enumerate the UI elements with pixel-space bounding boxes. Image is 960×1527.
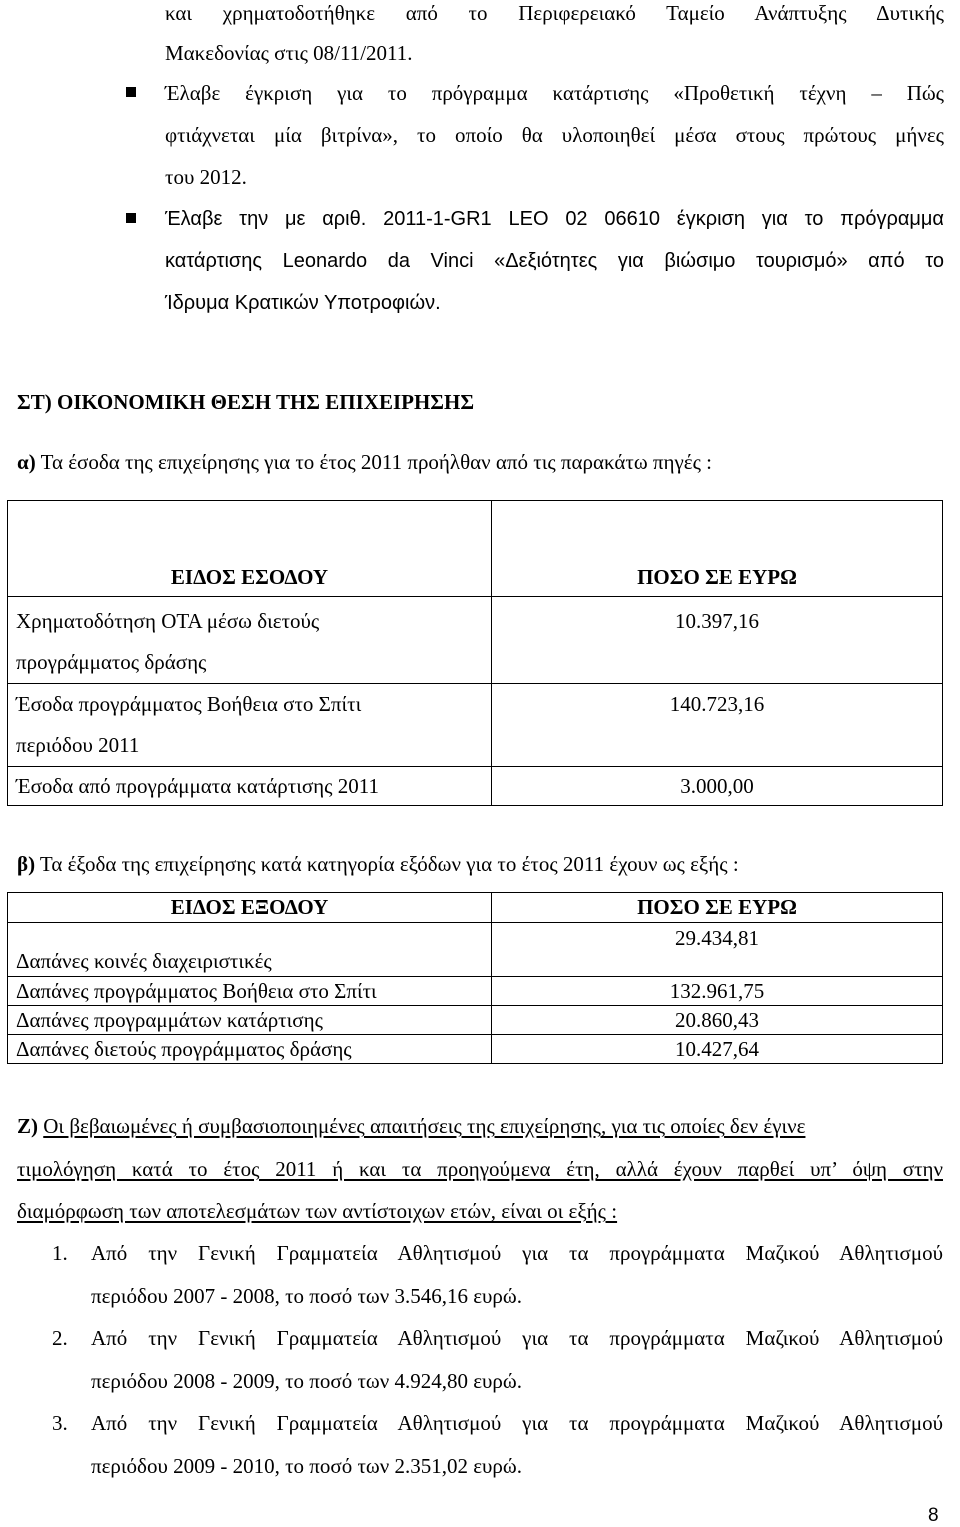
bullet-line: φτιάχνεται μία βιτρίνα», το οποίο θα υλοποιηθεί μέσα στους πρώτους μήνες — [165, 123, 944, 147]
intro-text: Τα έσοδα της επιχείρησης για το έτος 2011 προήλθαν από τις παρακάτω πηγές : — [35, 450, 712, 474]
paragraph-line: Μακεδονίας στις 08/11/2011. — [165, 41, 413, 65]
item-line: Από την Γενική Γραμματεία Αθλητισμού για τα προγράμματα Μαζικού Αθλητισμού — [91, 1326, 943, 1350]
bullet-line: Έλαβε την με αριθ. 2011-1-GR1 LEO 02 06610 έγκριση για το πρόγραμμα — [165, 208, 944, 230]
income-amount: 140.723,16 — [492, 684, 943, 767]
item-number: 2. — [52, 1326, 68, 1350]
expense-table — [7, 892, 943, 1064]
expense-label: Δαπάνες προγράμματος Βοήθεια στο Σπίτι — [8, 977, 492, 1006]
column-header: ΕΙΔΟΣ ΕΞΟΔΟΥ — [8, 893, 492, 923]
income-amount: 10.397,16 — [492, 597, 943, 684]
income-intro — [17, 449, 712, 475]
table-row — [8, 684, 943, 767]
intro-text: Τα έξοδα της επιχείρησης κατά κατηγορία εξόδων για το έτος 2011 έχουν ως εξής : — [35, 852, 739, 876]
expense-label: Δαπάνες προγραμμάτων κατάρτισης — [8, 1006, 492, 1035]
income-label: Έσοδα από προγράμματα κατάρτισης 2011 — [8, 767, 492, 806]
table-row — [8, 977, 943, 1006]
table-row — [8, 597, 943, 684]
bullet-line: Έλαβε έγκριση για το πρόγραμμα κατάρτισης «Προθετική τέχνη – Πώς — [165, 81, 944, 105]
table-row — [8, 923, 943, 977]
item-line: περιόδου 2009 - 2010, το ποσό των 2.351,02 ευρώ. — [91, 1454, 522, 1478]
table-header-row — [8, 501, 943, 597]
section-heading: ΣΤ) ΟΙΚΟΝΟΜΙΚΗ ΘΕΣΗ ΤΗΣ ΕΠΙΧΕΙΡΗΣΗΣ — [17, 390, 475, 414]
page-number: 8 — [928, 1505, 939, 1526]
expense-amount: 10.427,64 — [492, 1035, 943, 1064]
section-label: Ζ) — [17, 1114, 38, 1138]
bullet-line: του 2012. — [165, 165, 247, 189]
expense-intro — [17, 851, 739, 877]
expense-amount: 29.434,81 — [492, 923, 943, 977]
income-table — [7, 500, 943, 806]
receivables-line: διαμόρφωση των αποτελεσμάτων των αντίστοιχων ετών, είναι οι εξής : — [17, 1199, 618, 1223]
intro-label: α) — [17, 450, 36, 474]
item-line: περιόδου 2008 - 2009, το ποσό των 4.924,80 ευρώ. — [91, 1369, 522, 1393]
expense-amount: 20.860,43 — [492, 1006, 943, 1035]
paragraph-line: και χρηματοδοτήθηκε από το Περιφερειακό Ταμείο Ανάπτυξης Δυτικής — [165, 1, 944, 25]
bullet-line: κατάρτισης Leonardo da Vinci «Δεξιότητες για βιώσιμο τουρισμό» από το — [165, 250, 944, 272]
column-header: ΕΙΔΟΣ ΕΣΟΔΟΥ — [8, 501, 492, 597]
table-row — [8, 767, 943, 806]
table-row — [8, 1035, 943, 1064]
expense-label: Δαπάνες διετούς προγράμματος δράσης — [8, 1035, 492, 1064]
table-header-row — [8, 893, 943, 923]
expense-amount: 132.961,75 — [492, 977, 943, 1006]
receivables-line: τιμολόγηση κατά το έτος 2011 ή και τα προηγούμενα έτη, αλλά έχουν παρθεί υπ’ όψη στην — [17, 1157, 943, 1181]
income-label: Χρηματοδότηση ΟΤΑ μέσω διετούς προγράμματος δράσης — [8, 597, 492, 684]
item-number: 1. — [52, 1241, 68, 1265]
income-label: Έσοδα προγράμματος Βοήθεια στο Σπίτι περιόδου 2011 — [8, 684, 492, 767]
intro-label: β) — [17, 852, 36, 876]
receivables-line — [17, 1113, 805, 1139]
item-line: περιόδου 2007 - 2008, το ποσό των 3.546,16 ευρώ. — [91, 1284, 522, 1308]
bullet-line: Ίδρυμα Κρατικών Υποτροφιών. — [165, 292, 441, 314]
column-header: ΠΟΣΟ ΣΕ ΕΥΡΩ — [492, 501, 943, 597]
expense-label: Δαπάνες κοινές διαχειριστικές — [8, 923, 492, 977]
table-row — [8, 1006, 943, 1035]
item-line: Από την Γενική Γραμματεία Αθλητισμού για τα προγράμματα Μαζικού Αθλητισμού — [91, 1241, 943, 1265]
bullet-marker — [126, 87, 136, 97]
receivables-text: Οι βεβαιωμένες ή συμβασιοποιημένες απαιτήσεις της επιχείρησης, για τις οποίες δεν έγινε — [43, 1114, 806, 1138]
item-line: Από την Γενική Γραμματεία Αθλητισμού για τα προγράμματα Μαζικού Αθλητισμού — [91, 1411, 943, 1435]
bullet-marker — [126, 213, 136, 223]
item-number: 3. — [52, 1411, 68, 1435]
column-header: ΠΟΣΟ ΣΕ ΕΥΡΩ — [492, 893, 943, 923]
income-amount: 3.000,00 — [492, 767, 943, 806]
